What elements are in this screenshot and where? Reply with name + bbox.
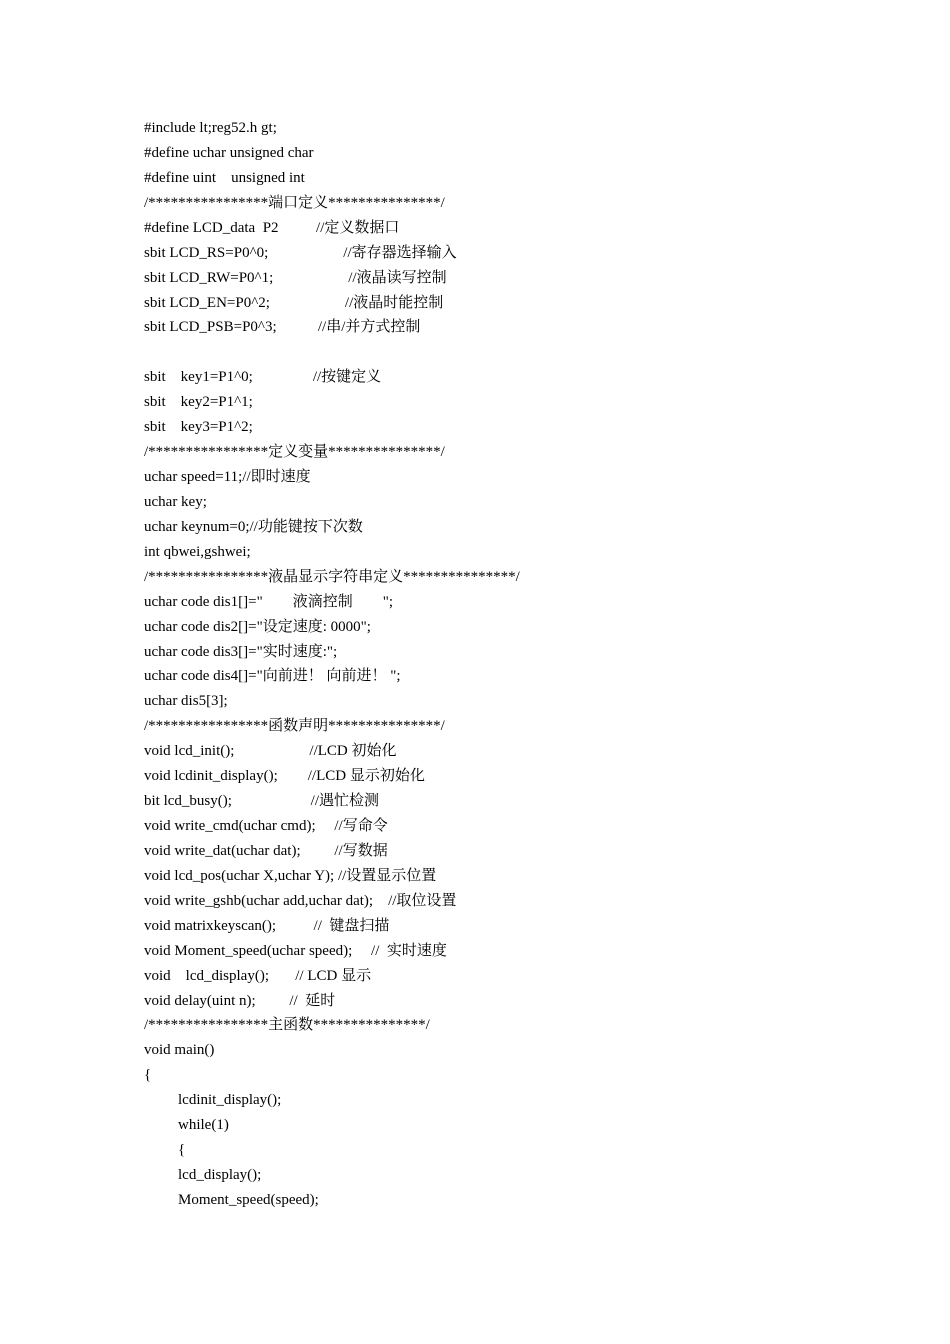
code-line: uchar code dis2[]="设定速度: 0000"; bbox=[144, 618, 371, 635]
code-line: #define uint unsigned int bbox=[144, 169, 305, 186]
code-line: #include lt;reg52.h gt; bbox=[144, 120, 277, 136]
code-line: #define uchar unsigned char bbox=[144, 144, 314, 161]
code-line: sbit key1=P1^0; //按键定义 bbox=[144, 369, 382, 386]
code-line: lcdinit_display(); bbox=[178, 1092, 282, 1109]
code-line: sbit LCD_EN=P0^2; //液晶时能控制 bbox=[144, 294, 444, 311]
code-line: /****************端口定义***************/ bbox=[144, 194, 445, 211]
code-line: void lcd_pos(uchar X,uchar Y); //设置显示位置 bbox=[144, 867, 437, 884]
code-line: lcd_display(); bbox=[178, 1167, 262, 1184]
code-line: { bbox=[144, 1067, 152, 1084]
code-line: uchar dis5[3]; bbox=[144, 693, 228, 710]
code-line: void lcd_init(); //LCD 初始化 bbox=[144, 743, 397, 760]
code-line: void write_gshb(uchar add,uchar dat); //取位设置 bbox=[144, 892, 457, 909]
code-line: void lcd_display(); // LCD 显示 bbox=[144, 967, 372, 984]
code-line: /****************函数声明***************/ bbox=[144, 718, 445, 735]
code-line: bit lcd_busy(); //遇忙检测 bbox=[144, 793, 379, 810]
code-line: uchar speed=11;//即时速度 bbox=[144, 469, 311, 486]
code-line: while(1) bbox=[178, 1117, 229, 1134]
code-line: void write_cmd(uchar cmd); //写命令 bbox=[144, 818, 388, 835]
code-line: uchar code dis3[]="实时速度:"; bbox=[144, 643, 338, 660]
code-line: /****************液晶显示字符串定义***************/ bbox=[144, 568, 520, 585]
code-line: Moment_speed(speed); bbox=[178, 1191, 319, 1208]
code-line: void matrixkeyscan(); // 键盘扫描 bbox=[144, 917, 390, 934]
code-line: sbit LCD_PSB=P0^3; //串/并方式控制 bbox=[144, 319, 421, 336]
code-line: void main() bbox=[144, 1042, 215, 1059]
code-line: sbit LCD_RS=P0^0; //寄存器选择输入 bbox=[144, 244, 457, 261]
code-line: sbit key2=P1^1; bbox=[144, 394, 253, 411]
code-line: void write_dat(uchar dat); //写数据 bbox=[144, 842, 388, 859]
code-line: uchar key; bbox=[144, 493, 207, 510]
code-line: /****************主函数***************/ bbox=[144, 1017, 430, 1034]
code-line: uchar code dis1[]=" 液滴控制 "; bbox=[144, 593, 393, 610]
code-line: /****************定义变量***************/ bbox=[144, 444, 445, 461]
code-line: { bbox=[178, 1142, 186, 1159]
code-line: #define LCD_data P2 //定义数据口 bbox=[144, 219, 400, 236]
code-line: sbit LCD_RW=P0^1; //液晶读写控制 bbox=[144, 269, 447, 286]
code-line: void lcdinit_display(); //LCD 显示初始化 bbox=[144, 768, 425, 785]
code-line: void Moment_speed(uchar speed); // 实时速度 bbox=[144, 942, 447, 959]
code-line: uchar code dis4[]="向前进！ 向前进！ "; bbox=[144, 668, 401, 685]
code-line: sbit key3=P1^2; bbox=[144, 419, 253, 436]
code-line: void delay(uint n); // 延时 bbox=[144, 992, 336, 1009]
code-line: uchar keynum=0;//功能键按下次数 bbox=[144, 518, 363, 535]
code-line: int qbwei,gshwei; bbox=[144, 543, 251, 560]
